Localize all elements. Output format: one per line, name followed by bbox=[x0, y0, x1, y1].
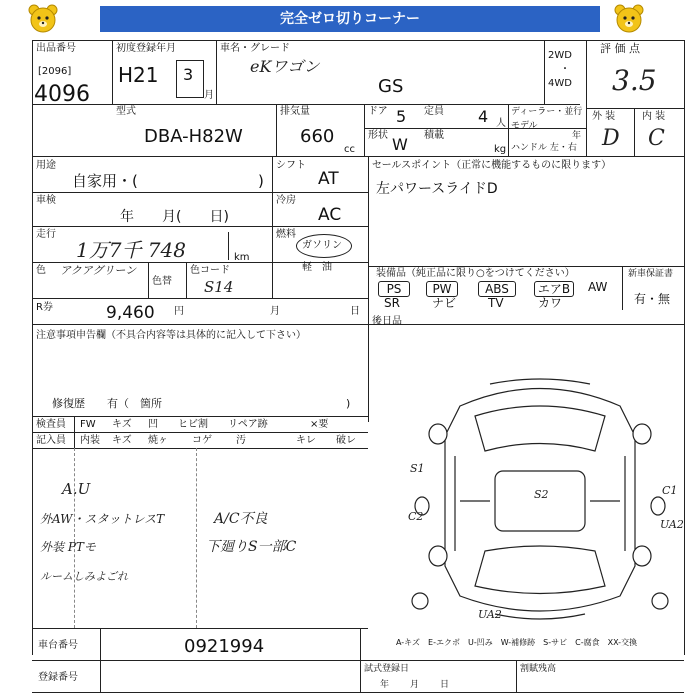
seats-unit: 人 bbox=[496, 118, 506, 129]
year-unit: 年 bbox=[572, 131, 582, 141]
equipment-leather: カワ bbox=[538, 296, 563, 310]
equipment-ps: PS bbox=[378, 281, 410, 297]
equipment-airbag: エアB bbox=[534, 281, 574, 297]
drive-4wd: 4WD bbox=[548, 78, 572, 89]
equipment-tv: TV bbox=[488, 296, 504, 310]
bear-mascot-icon bbox=[612, 2, 646, 36]
sales-points-label: セールスポイント（正常に機能するものに限ります） bbox=[372, 160, 612, 171]
legend-cut: キレ bbox=[296, 435, 316, 446]
installment-label: 割賦残高 bbox=[520, 664, 557, 674]
color-value: アクアグリーン bbox=[60, 264, 137, 277]
aircon-label: 冷房 bbox=[276, 195, 296, 206]
new-car-warranty-value: 有・無 bbox=[634, 292, 671, 306]
chassis-number-label: 車台番号 bbox=[38, 640, 78, 651]
remark-au: A.U bbox=[62, 480, 91, 498]
color-label: 色 bbox=[36, 265, 46, 276]
seats: 4 bbox=[478, 107, 489, 126]
load-label: 積載 bbox=[424, 130, 444, 141]
exterior-label: 外 装 bbox=[592, 111, 616, 122]
displacement-label: 排気量 bbox=[280, 106, 310, 117]
damage-mark-s2: S2 bbox=[534, 488, 549, 501]
remark-aw-studless: 外AW・スタットレスT bbox=[40, 512, 165, 526]
writer-label: 記入員 bbox=[36, 435, 66, 446]
equipment-abs: ABS bbox=[478, 281, 516, 297]
legend-tear: 破レ bbox=[336, 435, 356, 446]
displacement: 660 bbox=[300, 126, 335, 147]
repair-history: 修復歴 有（ 箇所 bbox=[52, 397, 162, 410]
legend-crack: ヒビ割 bbox=[178, 419, 208, 430]
lot-number: 4096 bbox=[34, 82, 90, 107]
fuel-gasoline: ガソリン bbox=[302, 240, 342, 251]
validity-label: 試式登録日 bbox=[364, 664, 410, 674]
doors: 5 bbox=[396, 107, 407, 126]
color-code-label: 色コード bbox=[190, 265, 230, 276]
km-unit: km bbox=[234, 252, 250, 263]
rear-items-label: 後日品 bbox=[372, 316, 402, 327]
aircon: AC bbox=[318, 205, 342, 225]
fuel-diesel: 軽 油 bbox=[302, 262, 332, 273]
drive-2wd: 2WD bbox=[548, 50, 572, 61]
recycle-amount: 9,460 bbox=[106, 303, 155, 323]
registration-number-label: 登録番号 bbox=[38, 672, 78, 683]
mileage-label: 走行 bbox=[36, 229, 56, 240]
footer-day: 日 bbox=[440, 680, 450, 690]
inspection-label: 車検 bbox=[36, 195, 56, 206]
usage-value: 自家用・( bbox=[72, 172, 138, 190]
equipment-pw: PW bbox=[426, 281, 458, 297]
legend-dent: 凹 bbox=[148, 419, 158, 430]
banner-title: 完全ゼロ切りコーナー bbox=[100, 6, 600, 32]
usage-label: 用途 bbox=[36, 160, 56, 171]
fuel-label: 燃料 bbox=[276, 229, 296, 240]
score: 3.5 bbox=[612, 64, 657, 97]
recycle-day: 日 bbox=[350, 306, 360, 317]
legend-stain: 汚 bbox=[236, 435, 246, 446]
remark-room-stain: ルームしみよごれ bbox=[40, 570, 128, 583]
shift-label: シフト bbox=[276, 160, 306, 171]
grade: GS bbox=[378, 76, 404, 97]
car-damage-diagram bbox=[400, 376, 680, 626]
header-banner bbox=[0, 0, 700, 38]
interior-label: 内 装 bbox=[642, 111, 666, 122]
score-label: 評 価 点 bbox=[600, 42, 640, 55]
color-change-label: 色替 bbox=[152, 276, 172, 287]
remark-ac-fault: A/C不良 bbox=[214, 511, 268, 527]
recycle-label: R券 bbox=[36, 302, 53, 313]
inspection-value: 年 月( 日) bbox=[120, 209, 229, 225]
footer-month: 月 bbox=[410, 680, 420, 690]
shift: AT bbox=[318, 169, 339, 189]
legend-burn: 焼ヶ bbox=[148, 435, 168, 446]
handle-label: ハンドル 左・右 bbox=[511, 143, 577, 153]
legend-scratch: キズ bbox=[112, 419, 132, 430]
exterior-grade: D bbox=[602, 126, 620, 151]
damage-mark-s1: S1 bbox=[410, 462, 425, 475]
footer-year: 年 bbox=[380, 680, 390, 690]
first-registration-label: 初度登録年月 bbox=[116, 43, 176, 54]
model-code-label: 型式 bbox=[116, 106, 136, 117]
seats-label: 定員 bbox=[424, 106, 444, 117]
repair-history-close: ) bbox=[346, 397, 351, 410]
dealer-label: ディーラー・並行 bbox=[511, 107, 583, 117]
lot-code: [2096] bbox=[38, 66, 72, 77]
first-registration-year: H21 bbox=[118, 63, 159, 87]
usage-close: ) bbox=[258, 172, 264, 190]
interior-grade: C bbox=[648, 126, 665, 151]
doors-label: ドア bbox=[368, 106, 388, 117]
damage-mark-ua2-rear: UA2 bbox=[478, 608, 502, 621]
color-code: S14 bbox=[204, 278, 234, 296]
load-unit: kg bbox=[494, 144, 507, 155]
bear-mascot-icon bbox=[26, 2, 60, 36]
model-name: eKワゴン bbox=[250, 57, 320, 76]
month-unit: 月 bbox=[204, 90, 214, 101]
remark-exterior: 外装 PTモ bbox=[40, 540, 96, 554]
damage-mark-c2: C2 bbox=[408, 510, 424, 523]
recycle-unit: 円 bbox=[174, 306, 184, 317]
damage-legend: A-キズ E-エクボ U-凹み W-補修跡 S-サビ C-腐食 XX-交換 bbox=[396, 638, 638, 647]
mileage: 1万7千 748 bbox=[76, 238, 186, 262]
sales-points-text: 左パワースライドD bbox=[376, 181, 498, 197]
chassis-number: 0921994 bbox=[184, 636, 265, 657]
equipment-aw: AW bbox=[588, 280, 608, 294]
legend-repair: リペア跡 bbox=[228, 419, 268, 430]
first-registration-month: 3 bbox=[183, 65, 194, 84]
notes-header: 注意事項申告欄（不具合内容等は具体的に記入して下さい） bbox=[36, 330, 306, 341]
equipment-label: 装備品（純正品に限り○をつけてください） bbox=[376, 268, 575, 279]
recycle-month: 月 bbox=[270, 306, 280, 317]
new-car-warranty-label: 新車保証書 bbox=[628, 269, 674, 279]
model-name-label: 車名・グレード bbox=[220, 43, 290, 54]
remark-underbody: 下廻りS一部C bbox=[206, 539, 297, 555]
legend-interior: 内装 bbox=[80, 435, 100, 446]
lot-number-label: 出品番号 bbox=[36, 43, 76, 54]
damage-mark-c1: C1 bbox=[662, 484, 678, 497]
equipment-sr: SR bbox=[384, 296, 400, 310]
inspector-label: 検査員 bbox=[36, 419, 66, 430]
model-year-label: モデル bbox=[511, 121, 538, 131]
shape: W bbox=[392, 135, 408, 154]
legend-fw: FW bbox=[80, 419, 96, 430]
legend-required: ×要 bbox=[310, 419, 329, 430]
damage-mark-ua2-side: UA2 bbox=[660, 518, 684, 531]
cc-unit: cc bbox=[344, 144, 355, 155]
shape-label: 形状 bbox=[368, 130, 388, 141]
legend-int-scratch: キズ bbox=[112, 435, 132, 446]
model-code: DBA-H82W bbox=[144, 126, 243, 147]
equipment-navi: ナビ bbox=[432, 296, 457, 310]
legend-scorch: コゲ bbox=[192, 435, 212, 446]
